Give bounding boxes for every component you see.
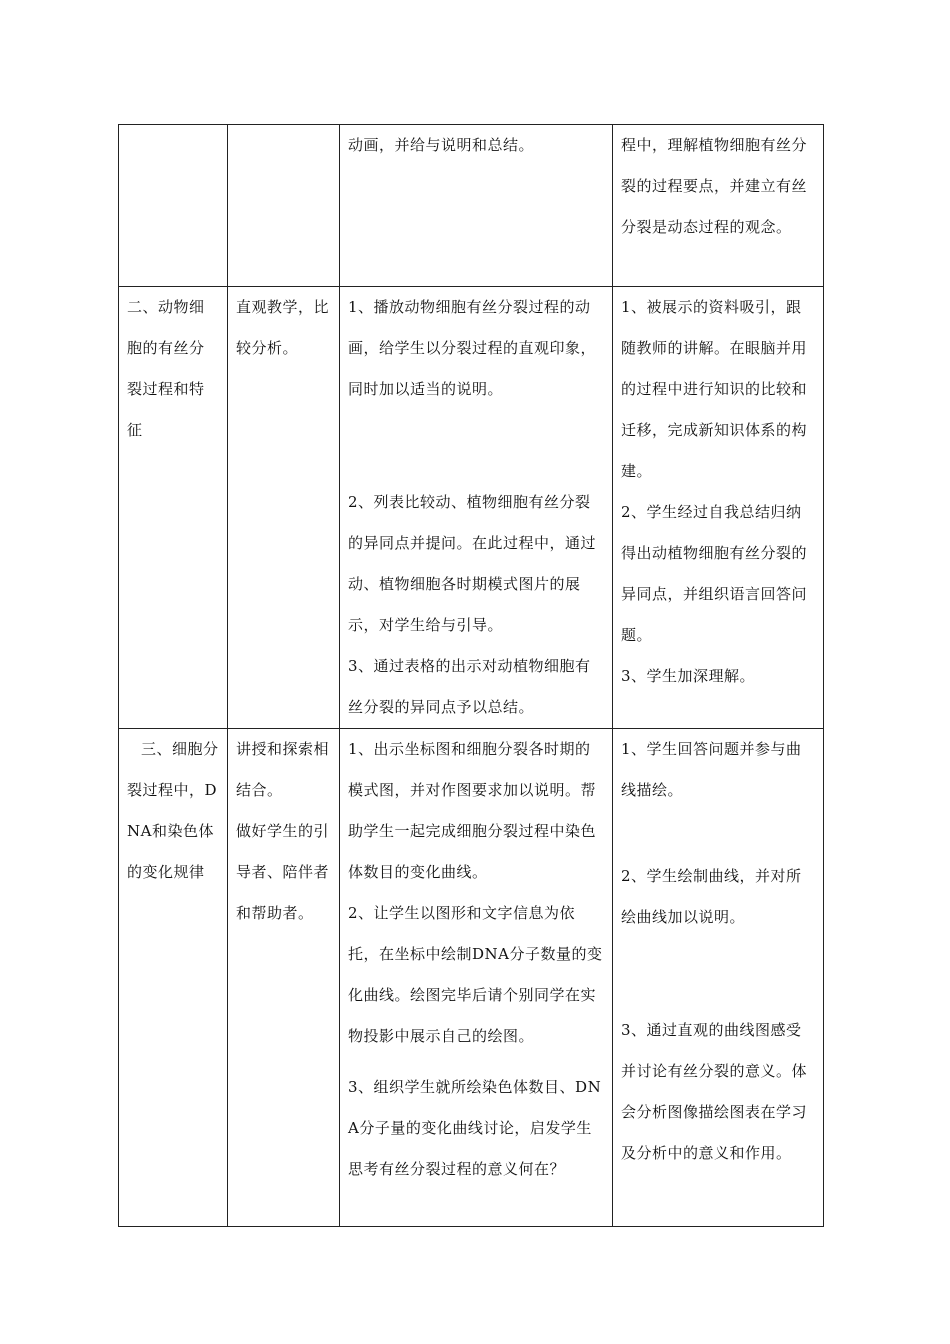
cell-student-activity [613, 125, 824, 287]
student-activity-step-1: 1、学生回答问题并参与曲线描绘。 [621, 740, 802, 799]
student-activity-text: 程中，理解植物细胞有丝分裂的过程要点，并建立有丝分裂是动态过程的观念。 [621, 136, 808, 236]
cell-student-activity [613, 729, 824, 1227]
student-activity-step-2: 2、学生绘制曲线，并对所绘曲线加以说明。 [621, 867, 802, 926]
method-role-text: 做好学生的引导者、陪伴者和帮助者。 [236, 822, 330, 922]
student-activity-step-2: 2、学生经过自我总结归纳得出动植物细胞有丝分裂的异同点，并组织语言回答问题。 [621, 503, 808, 644]
student-activity-step-3: 3、通过直观的曲线图感受并讨论有丝分裂的意义。体会分析图像描绘图表在学习及分析中的意义和作用。 [621, 1021, 808, 1162]
teacher-activity-step-2: 2、列表比较动、植物细胞有丝分裂的异同点并提问。在此过程中，通过动、植物细胞各时期模式图片的展示，对学生给与引导。 [348, 493, 597, 634]
lesson-plan-table [118, 124, 824, 1227]
cell-teacher-activity [340, 125, 613, 287]
cell-teacher-activity [340, 729, 613, 1227]
cell-method [228, 125, 340, 287]
table-row [119, 125, 824, 287]
cell-topic [119, 729, 228, 1227]
method-text: 直观教学，比较分析。 [236, 298, 330, 357]
teacher-activity-text: 动画，并给与说明和总结。 [348, 136, 535, 154]
cell-topic [119, 287, 228, 729]
table-row [119, 287, 824, 729]
method-text: 讲授和探索相结合。 [236, 740, 330, 799]
student-activity-step-1: 1、被展示的资料吸引，跟随教师的讲解。在眼脑并用的过程中进行知识的比较和迁移，完成新知识体系的构建。 [621, 298, 808, 480]
teacher-activity-step-1: 1、出示坐标图和细胞分裂各时期的模式图，并对作图要求加以说明。帮助学生一起完成细胞分裂过程中染色体数目的变化曲线。 [348, 740, 597, 881]
teacher-activity-step-1: 1、播放动物细胞有丝分裂过程的动画，给学生以分裂过程的直观印象，同时加以适当的说明。 [348, 298, 597, 398]
teacher-activity-step-3: 3、组织学生就所绘染色体数目、DNA分子量的变化曲线讨论，启发学生思考有丝分裂过程的意义何在？ [348, 1078, 602, 1178]
table-row [119, 729, 824, 1227]
cell-topic [119, 125, 228, 287]
topic-text: 三、细胞分裂过程中，DNA和染色体的变化规律 [127, 740, 219, 881]
cell-method [228, 287, 340, 729]
cell-teacher-activity [340, 287, 613, 729]
topic-text: 二、动物细胞的有丝分裂过程和特征 [127, 298, 205, 439]
student-activity-step-3: 3、学生加深理解。 [621, 667, 756, 685]
cell-student-activity [613, 287, 824, 729]
teacher-activity-step-2: 2、让学生以图形和文字信息为依托，在坐标中绘制DNA分子数量的变化曲线。绘图完毕后请个别同学在实物投影中展示自己的绘图。 [348, 904, 603, 1045]
teacher-activity-step-3: 3、通过表格的出示对动植物细胞有丝分裂的异同点予以总结。 [348, 657, 591, 716]
cell-method [228, 729, 340, 1227]
